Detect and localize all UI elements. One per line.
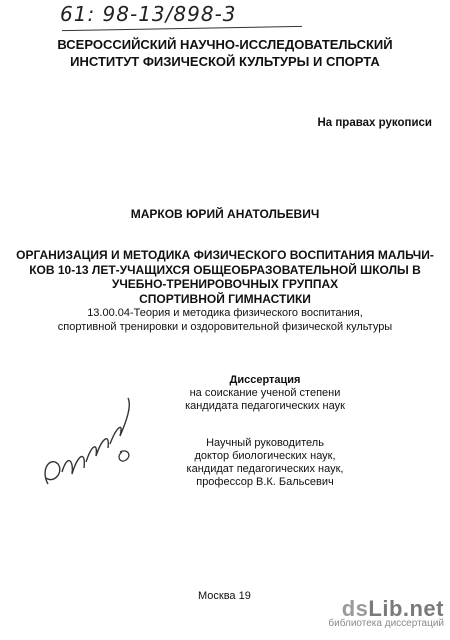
author-name: МАРКОВ ЮРИЙ АНАТОЛЬЕВИЧ	[130, 207, 320, 221]
watermark-logo-suffix: Lib.net	[368, 596, 444, 621]
institute-line-1: ВСЕРОССИЙСКИЙ НАУЧНО-ИССЛЕДОВАТЕЛЬСКИЙ	[57, 37, 393, 52]
institute-line-2: ИНСТИТУТ ФИЗИЧЕСКОЙ КУЛЬТУРЫ И СПОРТА	[70, 54, 380, 69]
watermark-logo-prefix: ds	[341, 596, 369, 621]
advisor-line: Научный руководитель	[206, 437, 324, 449]
dissertation-title	[0, 248, 450, 306]
title-line: КОВ 10-13 ЛЕТ-УЧАЩИХСЯ ОБЩЕОБРАЗОВАТЕЛЬНОЙ ШКОЛЫ В	[29, 262, 421, 277]
advisor-line: профессор В.К. Бальсевич	[196, 476, 334, 488]
city-year: Москва 19	[198, 590, 251, 602]
dissertation-heading: Диссертация	[229, 374, 301, 386]
degree-line: на соискание ученой степени	[189, 387, 341, 399]
stamp-underline	[62, 26, 302, 31]
title-line: СПОРТИВНОЙ ГИМНАСТИКИ	[139, 291, 311, 306]
scientific-advisor	[150, 437, 380, 489]
specialty	[0, 306, 450, 334]
archive-stamp: 61: 98-13/898-3	[60, 2, 237, 26]
specialty-line: 13.00.04-Теория и методика физического воспитания,	[87, 307, 363, 319]
institute-name	[0, 36, 450, 70]
handwritten-signature	[28, 392, 138, 492]
title-line: УЧЕБНО-ТРЕНИРОВОЧНЫХ ГРУППАХ	[111, 277, 339, 291]
dslib-watermark	[328, 596, 444, 629]
dissertation-degree	[150, 374, 380, 413]
title-line: ОРГАНИЗАЦИЯ И МЕТОДИКА ФИЗИЧЕСКОГО ВОСПИТАНИЯ МАЛЬЧИ-	[16, 248, 434, 262]
advisor-line: кандидат педагогических наук,	[186, 463, 344, 475]
degree-line: кандидата педагогических наук	[185, 400, 345, 412]
watermark-tagline: библиотека диссертаций	[328, 618, 444, 629]
advisor-line: доктор биологических наук,	[194, 450, 336, 462]
rights-note: На правах рукописи	[317, 117, 432, 129]
specialty-line: спортивной тренировки и оздоровительной физической культуры	[57, 321, 393, 333]
